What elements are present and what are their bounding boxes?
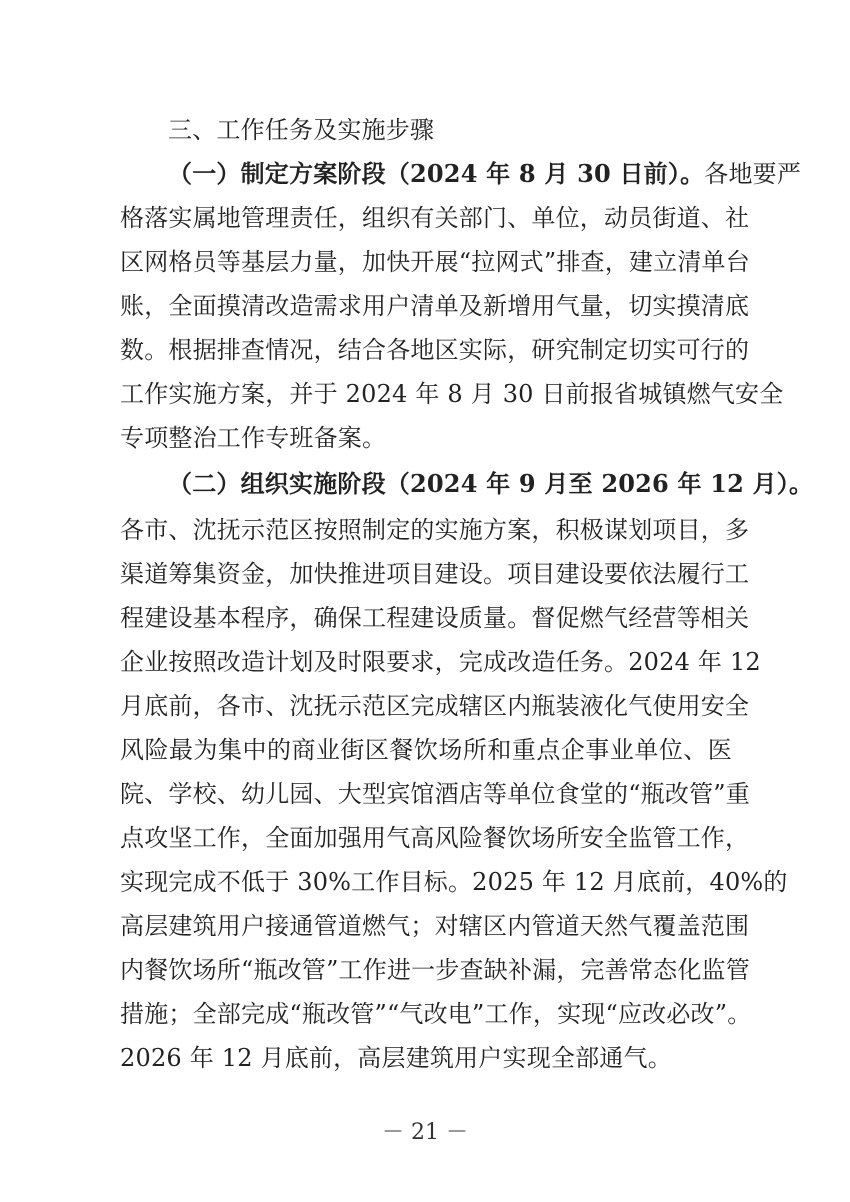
stage2-line: 点攻坚工作，全面加强用气高风险餐饮场所安全监管工作， — [120, 824, 750, 852]
stage2-line: 内餐饮场所“瓶改管”工作进一步查缺补漏，完善常态化监管 — [120, 956, 750, 984]
stage2-line: 各市、沈抚示范区按照制定的实施方案，积极谋划项目，多 — [120, 516, 750, 544]
stage2-line: 院、学校、幼儿园、大型宾馆酒店等单位食堂的“瓶改管”重 — [120, 780, 750, 808]
stage2-line: 企业按照改造计划及时限要求，完成改造任务。2024 年 12 — [120, 648, 761, 676]
page-number: － 21 － — [382, 1120, 468, 1145]
stage2-line: 风险最为集中的商业街区餐饮场所和重点企事业单位、医 — [120, 736, 732, 764]
stage1-line: 专项整治工作专班备案。 — [120, 424, 387, 452]
stage2-line: 渠道筹集资金，加快推进项目建设。项目建设要依法履行工 — [120, 560, 750, 588]
stage2-line: 月底前，各市、沈抚示范区完成辖区内瓶装液化气使用安全 — [120, 692, 750, 720]
stage2-line: 2026 年 12 月底前，高层建筑用户实现全部通气。 — [120, 1044, 672, 1072]
stage2-line: 高层建筑用户接通管道燃气；对辖区内管道天然气覆盖范围 — [120, 912, 750, 940]
stage2-line: 程建设基本程序，确保工程建设质量。督促燃气经营等相关 — [120, 604, 750, 632]
stage1-line: 各地要严 — [704, 160, 802, 188]
stage1-first-line — [168, 154, 802, 194]
stage2-line: 实现完成不低于 30%工作目标。2025 年 12 月底前，40%的 — [120, 868, 788, 896]
stage1-line: 工作实施方案，并于 2024 年 8 月 30 日前报省城镇燃气安全 — [120, 380, 784, 408]
stage2-line: 措施；全部完成“瓶改管”“气改电”工作，实现“应改必改”。 — [120, 1000, 752, 1028]
section-heading: 三、工作任务及实施步骤 — [168, 116, 435, 144]
stage1-line: 数。根据排查情况，结合各地区实际，研究制定切实可行的 — [120, 336, 750, 364]
stage1-line: 格落实属地管理责任，组织有关部门、单位，动员街道、社 — [120, 204, 750, 232]
stage1-title: （一）制定方案阶段（2024 年 8 月 30 日前）。 — [168, 159, 705, 188]
stage1-line: 区网格员等基层力量，加快开展“拉网式”排查，建立清单台 — [120, 248, 750, 276]
stage2-title: （二）组织实施阶段（2024 年 9 月至 2026 年 12 月）。 — [168, 469, 814, 498]
stage1-line: 账，全面摸清改造需求用户清单及新增用气量，切实摸清底 — [120, 292, 750, 320]
